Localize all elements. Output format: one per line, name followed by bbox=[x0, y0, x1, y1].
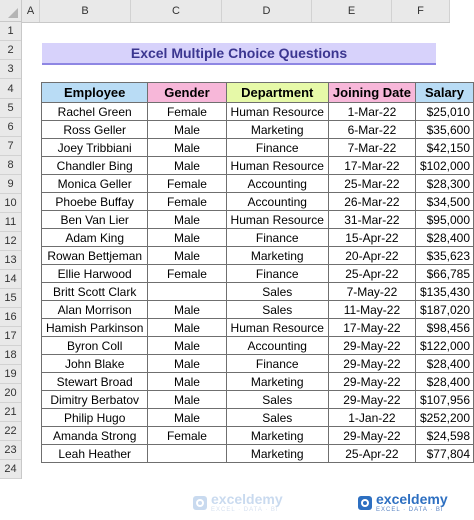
joining-date-cell[interactable]: 17-May-22 bbox=[328, 319, 415, 337]
salary-cell[interactable]: $28,400 bbox=[415, 355, 473, 373]
department-cell[interactable]: Finance bbox=[226, 229, 328, 247]
row-header-24[interactable]: 24 bbox=[0, 460, 21, 479]
joining-date-cell[interactable]: 25-Mar-22 bbox=[328, 175, 415, 193]
salary-cell[interactable]: $98,456 bbox=[415, 319, 473, 337]
gender-cell[interactable] bbox=[148, 445, 226, 463]
employee-cell[interactable]: Philip Hugo bbox=[42, 409, 148, 427]
salary-cell[interactable]: $35,623 bbox=[415, 247, 473, 265]
row-header-20[interactable]: 20 bbox=[0, 384, 21, 403]
joining-date-cell[interactable]: 25-Apr-22 bbox=[328, 265, 415, 283]
salary-cell[interactable]: $35,600 bbox=[415, 121, 473, 139]
department-cell[interactable]: Marketing bbox=[226, 247, 328, 265]
row-headers bbox=[0, 22, 22, 479]
exceldemy-logo-icon bbox=[193, 496, 207, 510]
exceldemy-logo-icon bbox=[358, 496, 372, 510]
employee-cell[interactable]: Britt Scott Clark bbox=[42, 283, 148, 301]
gender-cell[interactable]: Female bbox=[148, 103, 226, 121]
employee-cell[interactable]: John Blake bbox=[42, 355, 148, 373]
gender-cell[interactable]: Male bbox=[148, 121, 226, 139]
row-header-17[interactable]: 17 bbox=[0, 327, 21, 346]
gender-cell[interactable]: Male bbox=[148, 301, 226, 319]
salary-cell[interactable]: $187,020 bbox=[415, 301, 473, 319]
table-row bbox=[42, 409, 474, 427]
department-cell[interactable]: Sales bbox=[226, 409, 328, 427]
table-row bbox=[42, 103, 474, 121]
row-header-11[interactable]: 11 bbox=[0, 213, 21, 232]
header-cell-salary[interactable]: Salary bbox=[415, 83, 473, 103]
table-row bbox=[42, 373, 474, 391]
joining-date-cell[interactable]: 26-Mar-22 bbox=[328, 193, 415, 211]
gender-cell[interactable]: Female bbox=[148, 193, 226, 211]
table-row bbox=[42, 175, 474, 193]
employee-cell[interactable]: Adam King bbox=[42, 229, 148, 247]
joining-date-cell[interactable]: 7-Mar-22 bbox=[328, 139, 415, 157]
row-header-6[interactable]: 6 bbox=[0, 118, 21, 137]
salary-cell[interactable]: $66,785 bbox=[415, 265, 473, 283]
gender-cell[interactable]: Female bbox=[148, 265, 226, 283]
joining-date-cell[interactable]: 6-Mar-22 bbox=[328, 121, 415, 139]
department-cell[interactable]: Finance bbox=[226, 355, 328, 373]
joining-date-cell[interactable]: 20-Apr-22 bbox=[328, 247, 415, 265]
department-cell[interactable]: Finance bbox=[226, 139, 328, 157]
gender-cell[interactable]: Male bbox=[148, 157, 226, 175]
joining-date-cell[interactable]: 29-May-22 bbox=[328, 355, 415, 373]
row-header-12[interactable]: 12 bbox=[0, 232, 21, 251]
row-header-3[interactable]: 3 bbox=[0, 60, 21, 79]
joining-date-cell[interactable]: 1-Jan-22 bbox=[328, 409, 415, 427]
employee-table bbox=[41, 82, 474, 463]
employee-cell[interactable]: Alan Morrison bbox=[42, 301, 148, 319]
employee-cell[interactable]: Ben Van Lier bbox=[42, 211, 148, 229]
table-row bbox=[42, 301, 474, 319]
row-header-18[interactable]: 18 bbox=[0, 346, 21, 365]
watermark-name: exceldemy bbox=[376, 491, 448, 507]
department-cell[interactable]: Finance bbox=[226, 265, 328, 283]
salary-cell[interactable]: $135,430 bbox=[415, 283, 473, 301]
employee-cell[interactable]: Leah Heather bbox=[42, 445, 148, 463]
department-cell[interactable]: Human Resource bbox=[226, 103, 328, 121]
gender-cell[interactable]: Male bbox=[148, 409, 226, 427]
row-header-7[interactable]: 7 bbox=[0, 137, 21, 156]
department-cell[interactable]: Sales bbox=[226, 283, 328, 301]
column-header-f[interactable]: F bbox=[392, 0, 450, 22]
employee-cell[interactable]: Joey Tribbiani bbox=[42, 139, 148, 157]
gender-cell[interactable]: Female bbox=[148, 427, 226, 445]
department-cell[interactable]: Accounting bbox=[226, 175, 328, 193]
row-header-8[interactable]: 8 bbox=[0, 156, 21, 175]
gender-cell[interactable]: Male bbox=[148, 139, 226, 157]
header-cell-department[interactable]: Department bbox=[226, 83, 328, 103]
column-header-d[interactable]: D bbox=[222, 0, 312, 22]
gender-cell[interactable]: Male bbox=[148, 229, 226, 247]
table-row bbox=[42, 319, 474, 337]
table-header-row bbox=[42, 83, 474, 103]
department-cell[interactable]: Marketing bbox=[226, 121, 328, 139]
salary-cell[interactable]: $252,200 bbox=[415, 409, 473, 427]
joining-date-cell[interactable]: 29-May-22 bbox=[328, 337, 415, 355]
joining-date-cell[interactable]: 31-Mar-22 bbox=[328, 211, 415, 229]
row-header-16[interactable]: 16 bbox=[0, 308, 21, 327]
row-header-4[interactable]: 4 bbox=[0, 79, 21, 99]
gender-cell[interactable]: Female bbox=[148, 175, 226, 193]
salary-cell[interactable]: $107,956 bbox=[415, 391, 473, 409]
table-row bbox=[42, 247, 474, 265]
gender-cell[interactable]: Male bbox=[148, 355, 226, 373]
employee-cell[interactable]: Byron Coll bbox=[42, 337, 148, 355]
gender-cell[interactable]: Male bbox=[148, 319, 226, 337]
salary-cell[interactable]: $95,000 bbox=[415, 211, 473, 229]
joining-date-cell[interactable]: 15-Apr-22 bbox=[328, 229, 415, 247]
column-header-b[interactable]: B bbox=[40, 0, 131, 22]
table-row bbox=[42, 229, 474, 247]
employee-cell[interactable]: Ross Geller bbox=[42, 121, 148, 139]
sheet-title[interactable]: Excel Multiple Choice Questions bbox=[42, 43, 436, 65]
header-cell-joining-date[interactable]: Joining Date bbox=[328, 83, 415, 103]
table-row bbox=[42, 445, 474, 463]
joining-date-cell[interactable]: 17-Mar-22 bbox=[328, 157, 415, 175]
employee-cell[interactable]: Chandler Bing bbox=[42, 157, 148, 175]
joining-date-cell[interactable]: 29-May-22 bbox=[328, 391, 415, 409]
table-row bbox=[42, 355, 474, 373]
salary-cell[interactable]: $102,000 bbox=[415, 157, 473, 175]
gender-cell[interactable] bbox=[148, 283, 226, 301]
row-header-23[interactable]: 23 bbox=[0, 441, 21, 460]
employee-cell[interactable]: Rowan Bettjeman bbox=[42, 247, 148, 265]
gender-cell[interactable]: Male bbox=[148, 247, 226, 265]
table-row bbox=[42, 211, 474, 229]
salary-cell[interactable]: $77,804 bbox=[415, 445, 473, 463]
row-header-22[interactable]: 22 bbox=[0, 422, 21, 441]
salary-cell[interactable]: $25,010 bbox=[415, 103, 473, 121]
employee-cell[interactable]: Monica Geller bbox=[42, 175, 148, 193]
row-header-5[interactable]: 5 bbox=[0, 99, 21, 118]
department-cell[interactable]: Marketing bbox=[226, 445, 328, 463]
department-cell[interactable]: Accounting bbox=[226, 193, 328, 211]
row-header-1[interactable]: 1 bbox=[0, 22, 21, 41]
column-header-c[interactable]: C bbox=[131, 0, 222, 22]
column-headers bbox=[22, 0, 450, 23]
salary-cell[interactable]: $28,400 bbox=[415, 229, 473, 247]
salary-cell[interactable]: $28,400 bbox=[415, 373, 473, 391]
joining-date-cell[interactable]: 7-May-22 bbox=[328, 283, 415, 301]
watermark-name: exceldemy bbox=[211, 491, 283, 507]
table-row bbox=[42, 427, 474, 445]
row-header-14[interactable]: 14 bbox=[0, 270, 21, 289]
department-cell[interactable]: Human Resource bbox=[226, 319, 328, 337]
header-cell-gender[interactable]: Gender bbox=[148, 83, 226, 103]
table-row bbox=[42, 139, 474, 157]
row-header-9[interactable]: 9 bbox=[0, 175, 21, 194]
header-cell-employee[interactable]: Employee bbox=[42, 83, 148, 103]
department-cell[interactable]: Marketing bbox=[226, 373, 328, 391]
department-cell[interactable]: Sales bbox=[226, 391, 328, 409]
table-row bbox=[42, 193, 474, 211]
row-header-15[interactable]: 15 bbox=[0, 289, 21, 308]
salary-cell[interactable]: $122,000 bbox=[415, 337, 473, 355]
salary-cell[interactable]: $24,598 bbox=[415, 427, 473, 445]
select-all-corner[interactable] bbox=[0, 0, 22, 22]
column-header-a[interactable]: A bbox=[22, 0, 40, 22]
employee-cell[interactable]: Amanda Strong bbox=[42, 427, 148, 445]
employee-cell[interactable]: Phoebe Buffay bbox=[42, 193, 148, 211]
watermark-tagline: EXCEL · DATA · BI bbox=[211, 507, 279, 513]
watermark-tagline: EXCEL · DATA · BI bbox=[376, 507, 444, 513]
table-row bbox=[42, 157, 474, 175]
employee-cell[interactable]: Hamish Parkinson bbox=[42, 319, 148, 337]
department-cell[interactable]: Human Resource bbox=[226, 157, 328, 175]
table-row bbox=[42, 265, 474, 283]
table-row bbox=[42, 391, 474, 409]
row-header-21[interactable]: 21 bbox=[0, 403, 21, 422]
salary-cell[interactable]: $28,300 bbox=[415, 175, 473, 193]
row-header-2[interactable]: 2 bbox=[0, 41, 21, 60]
employee-cell[interactable]: Rachel Green bbox=[42, 103, 148, 121]
joining-date-cell[interactable]: 29-May-22 bbox=[328, 373, 415, 391]
table-row bbox=[42, 337, 474, 355]
salary-cell[interactable]: $34,500 bbox=[415, 193, 473, 211]
gender-cell[interactable]: Male bbox=[148, 391, 226, 409]
gender-cell[interactable]: Male bbox=[148, 373, 226, 391]
row-header-13[interactable]: 13 bbox=[0, 251, 21, 270]
department-cell[interactable]: Sales bbox=[226, 301, 328, 319]
gender-cell[interactable]: Male bbox=[148, 337, 226, 355]
row-header-10[interactable]: 10 bbox=[0, 194, 21, 213]
column-header-e[interactable]: E bbox=[312, 0, 392, 22]
row-header-19[interactable]: 19 bbox=[0, 365, 21, 384]
employee-cell[interactable]: Stewart Broad bbox=[42, 373, 148, 391]
employee-cell[interactable]: Ellie Harwood bbox=[42, 265, 148, 283]
watermark-faded bbox=[193, 492, 283, 513]
joining-date-cell[interactable]: 1-Mar-22 bbox=[328, 103, 415, 121]
department-cell[interactable]: Marketing bbox=[226, 427, 328, 445]
table-row bbox=[42, 283, 474, 301]
table-row bbox=[42, 121, 474, 139]
gender-cell[interactable]: Male bbox=[148, 211, 226, 229]
joining-date-cell[interactable]: 11-May-22 bbox=[328, 301, 415, 319]
salary-cell[interactable]: $42,150 bbox=[415, 139, 473, 157]
department-cell[interactable]: Accounting bbox=[226, 337, 328, 355]
joining-date-cell[interactable]: 29-May-22 bbox=[328, 427, 415, 445]
employee-cell[interactable]: Dimitry Berbatov bbox=[42, 391, 148, 409]
joining-date-cell[interactable]: 25-Apr-22 bbox=[328, 445, 415, 463]
watermark-brand bbox=[358, 492, 448, 513]
department-cell[interactable]: Human Resource bbox=[226, 211, 328, 229]
